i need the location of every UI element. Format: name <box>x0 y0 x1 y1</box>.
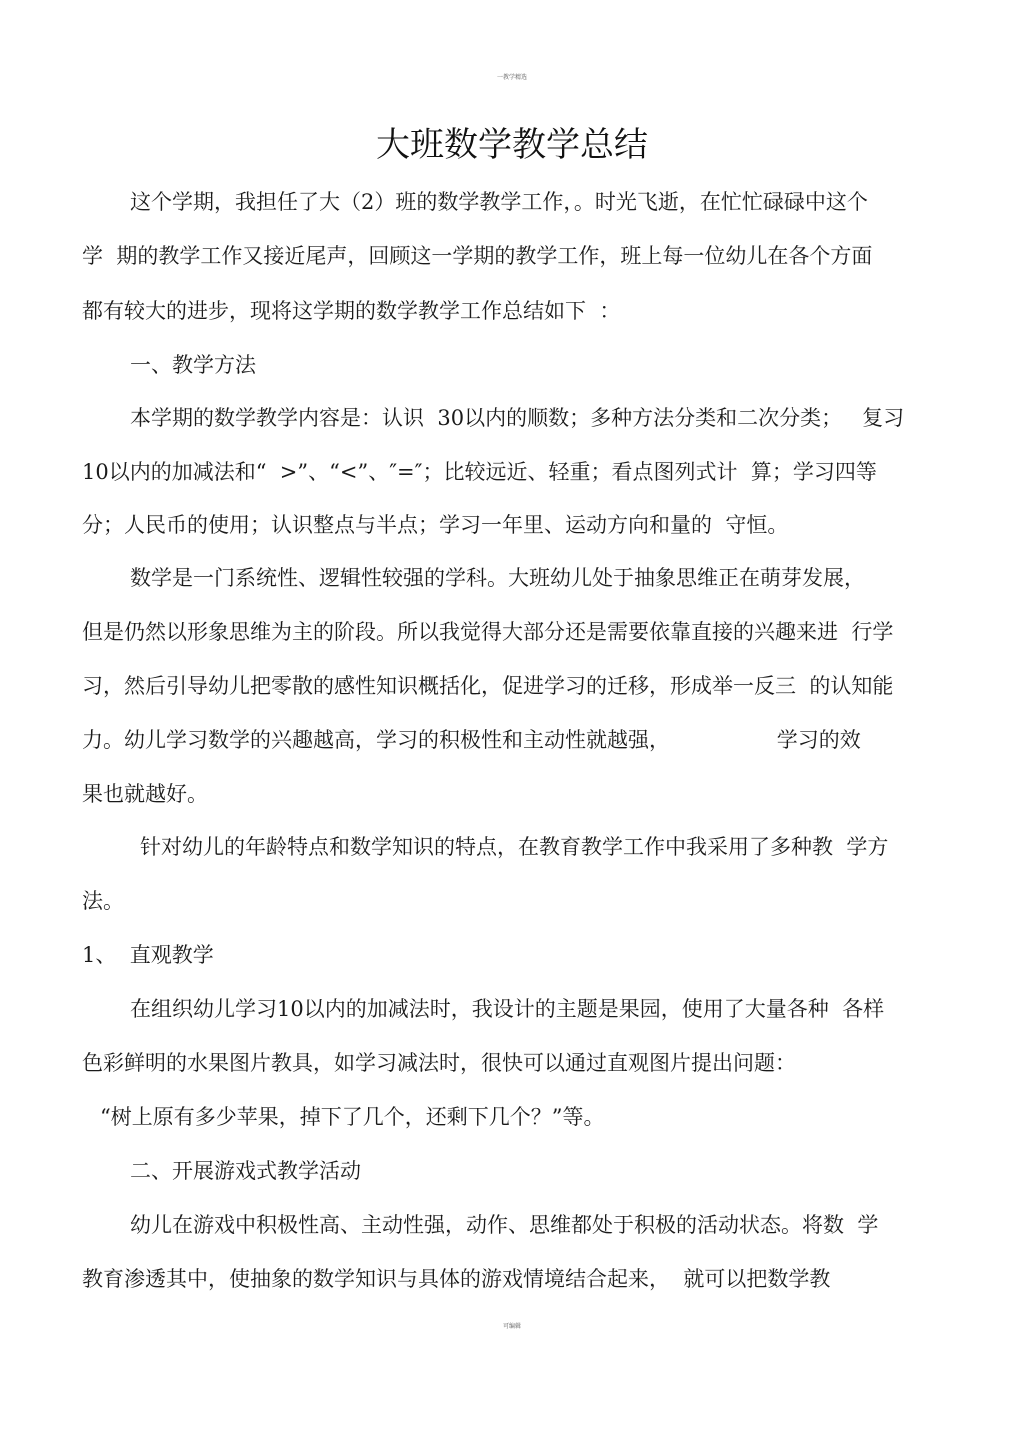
text-line: 在组织幼儿学习10以内的加减法时，我设计的主题是果园，使用了大量各种 各样 <box>130 997 885 1021</box>
text-line: 色彩鲜明的水果图片教具，如学习减法时，很快可以通过直观图片提出问题： <box>82 1051 796 1075</box>
section-heading-game-activities: 二、开展游戏式教学活动 <box>130 1159 361 1183</box>
text-line: 本学期的数学教学内容是：认识 30以内的顺数；多种方法分类和二次分类； 复习 <box>130 406 905 430</box>
text-line: 分；人民币的使用；认识整点与半点；学习一年里、运动方向和量的 守恒。 <box>82 513 789 537</box>
text-line: 法。 <box>82 889 124 913</box>
page-footer-mark: 可编辑 <box>502 1323 521 1330</box>
text-line: 都有较大的进步，现将这学期的数学教学工作总结如下 ： <box>82 299 621 323</box>
text-line: 数学是一门系统性、逻辑性较强的学科。大班幼儿处于抽象思维正在萌芽发展， <box>130 566 865 590</box>
text-line: 这个学期，我担任了大（2）班的数学教学工作，。时光飞逝，在忙忙碌碌中这个 <box>130 190 868 214</box>
text-line: 10以内的加减法和“ >”、“<”、″=″；比较远近、轻重；看点图列式计 算；学习四等 <box>82 460 877 484</box>
text-line: 学 期的教学工作又接近尾声，回顾这一学期的教学工作，班上每一位幼儿在各个方面 <box>82 244 873 268</box>
subsection-heading-visual-teaching: 1、 直观教学 <box>82 943 214 967</box>
page-header-mark: 一教学精选 <box>496 74 527 81</box>
text-line: 针对幼儿的年龄特点和数学知识的特点，在教育教学工作中我采用了多种教 学方 <box>140 835 889 859</box>
section-heading-teaching-methods: 一、教学方法 <box>130 353 256 377</box>
text-line: 习，然后引导幼儿把零散的感性知识概括化，促进学习的迁移，形成举一反三 的认知能 <box>82 674 894 698</box>
text-line: 幼儿在游戏中积极性高、主动性强，动作、思维都处于积极的活动状态。将数 学 <box>130 1213 879 1237</box>
text-line: 力。幼儿学习数学的兴趣越高，学习的积极性和主动性就越强， 学习的效 <box>82 728 861 752</box>
text-line: 但是仍然以形象思维为主的阶段。所以我觉得大部分还是需要依靠直接的兴趣来进 行学 <box>82 620 894 644</box>
text-line: 果也就越好。 <box>82 782 208 806</box>
text-line: 教育渗透其中，使抽象的数学知识与具体的游戏情境结合起来， 就可以把数学教 <box>82 1267 831 1291</box>
document-title: 大班数学教学总结 <box>376 125 648 165</box>
text-line: “树上原有多少苹果，掉下了几个，还剩下几个？”等。 <box>100 1105 605 1129</box>
